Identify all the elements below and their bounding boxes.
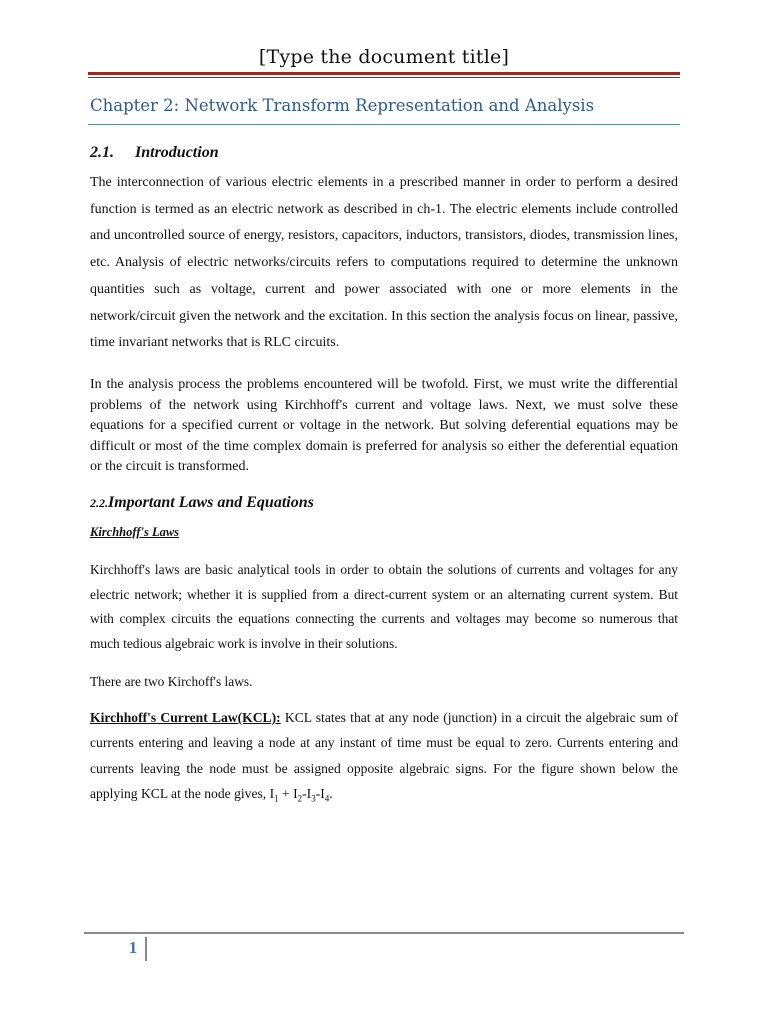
section-number: 2.2.	[90, 496, 108, 510]
kirchhoff-paragraph: Kirchhoff's laws are basic analytical tools in order to obtain the solutions of currents and voltages for any electric network; whether it is supplied from a direct-current system or an alternating current system. But with complex circuits the equations connecting the currents and voltages may become so numerous that much tedious algebraic work is involve in their solutions.	[90, 562, 678, 652]
page-number: 1	[128, 938, 138, 957]
kirchhoff-laws-subheading: Kirchhoff's Laws	[90, 525, 180, 539]
header-rule-thick	[88, 72, 680, 75]
kcl-text: KCL states that at any node (junction) in a circuit the algebraic sum of currents entering and leaving a node at any instant of time must be equal to zero. Currents entering and currents leaving the node must be assigned opposite algebraic signs. For the figure shown below the applying KCL at the node gives,	[90, 710, 679, 801]
footer-rule	[84, 932, 684, 934]
intro-paragraph-2: In the analysis process the problems encountered will be twofold. First, we must write the differential problems of the network using Kirchhoff's current and voltage laws. Next, we must solve these equations for a specified current or voltage in the network. But solving deferential equations may be difficult or most of the time complex domain is preferred for analysis so either the deferential equation or the circuit is transformed.	[90, 377, 678, 475]
kcl-label: Kirchhoff's Current Law(KCL):	[90, 710, 281, 725]
section-title: Introduction	[135, 144, 219, 161]
kcl-equation: $I_1 + I_2-I_3-I_4$.	[269, 785, 333, 804]
document-title: [Type the document title]	[258, 46, 510, 68]
section-2-2-heading	[90, 494, 314, 512]
chapter-rule	[88, 124, 680, 125]
header-rule-thin	[88, 77, 680, 78]
intro-paragraph-1: The interconnection of various electric elements in a prescribed manner in order to perform a desired function is termed as an electric network as described in ch-1. The electric elements include controlled and uncontrolled source of energy, resistors, capacitors, inductors, transistors, diodes, transmission lines, etc. Analysis of electric networks/circuits refers to computations required to determine the unknown quantities such as voltage, current and power associated with one or more elements in the network/circuit given the network and the excitation. In this section the analysis focus on linear, passive, time invariant networks that is RLC circuits.	[90, 175, 678, 351]
two-laws-line: There are two Kirchoff's laws.	[90, 674, 253, 689]
section-number: 2.1.	[90, 144, 114, 161]
chapter-title: Chapter 2: Network Transform Representation and Analysis	[90, 96, 595, 115]
section-2-1-heading	[90, 144, 219, 162]
kcl-paragraph	[90, 705, 678, 812]
footer-divider	[145, 937, 147, 961]
section-title: Important Laws and Equations	[108, 494, 314, 511]
